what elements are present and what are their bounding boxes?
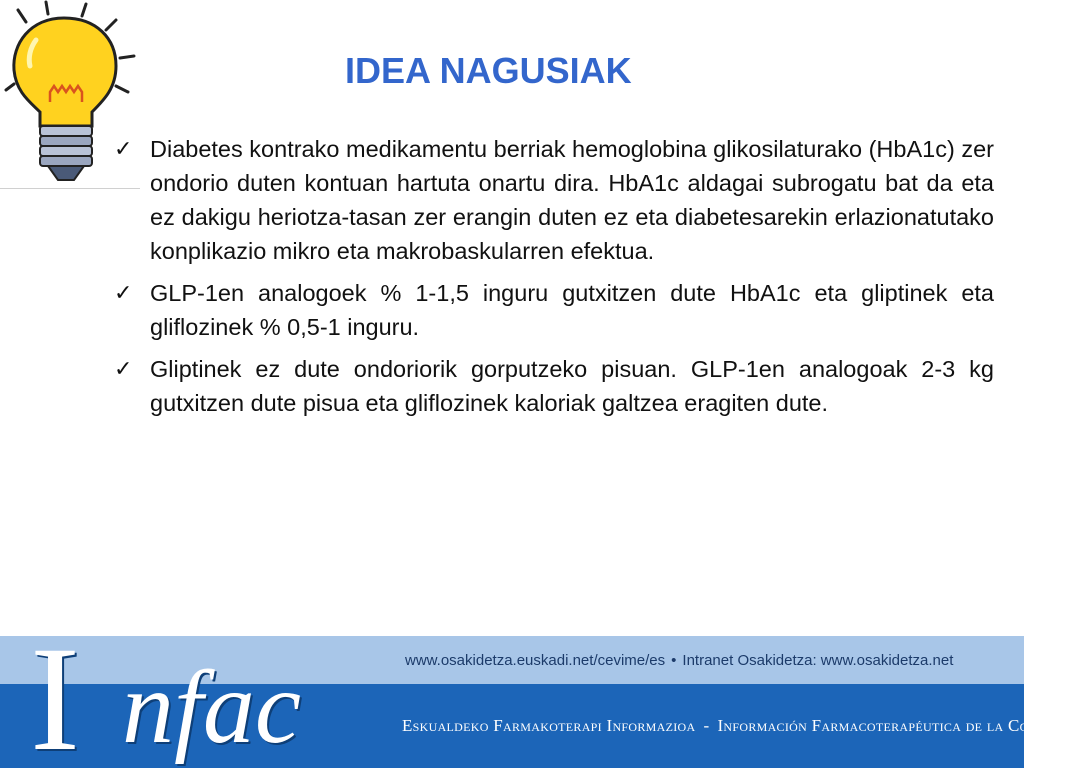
list-item [110,352,994,420]
slide-title: IDEA NAGUSIAK [345,50,632,91]
subtitle-basque: Eskualdeko Farmakoterapi Informazioa [402,716,696,735]
list-item [110,132,994,268]
cevime-link[interactable]: www.osakidetza.euskadi.net/cevime/es [405,652,666,669]
bullet-text: Gliptinek ez dute ondoriorik gorputzeko pisuan. GLP-1en analogoak 2-3 kg gutxitzen dute pisua eta gliflozinek kaloriak galtzea eragiten dute. [150,356,994,416]
bullet-list [110,132,994,428]
footer-banner [0,616,1074,782]
logo-rest: nfac [122,650,302,765]
link-separator: • [671,652,677,669]
footer-subtitle [402,716,1074,736]
checkmark-icon: ✓ [114,136,133,161]
list-item [110,276,994,344]
subtitle-separator: - [703,716,710,735]
bullet-text: Diabetes kontrako medikamentu berriak hemoglobina glikosilaturako (HbA1c) zer ondorio duten kontuan hartuta onartu dira. HbA1c aldagai subrogatu bat da eta ez dakigu heriotza-tasan zer erangin duten ez eta diabetesarekin erlazionatutako konplikazio mikro eta makrobaskularren efektua. [150,136,994,264]
checkmark-icon: ✓ [114,356,133,381]
footer-links [405,652,953,669]
bullet-text: GLP-1en analogoek % 1-1,5 inguru gutxitzen dute HbA1c eta gliptinek eta gliflozinek % 0,5-1 inguru. [150,280,994,340]
subtitle-spanish: Información Farmacoterapéutica de la Comarca [717,716,1074,735]
logo-initial: I [30,616,80,782]
intranet-link[interactable]: Intranet Osakidetza: www.osakidetza.net [682,652,954,669]
checkmark-icon: ✓ [114,280,133,305]
